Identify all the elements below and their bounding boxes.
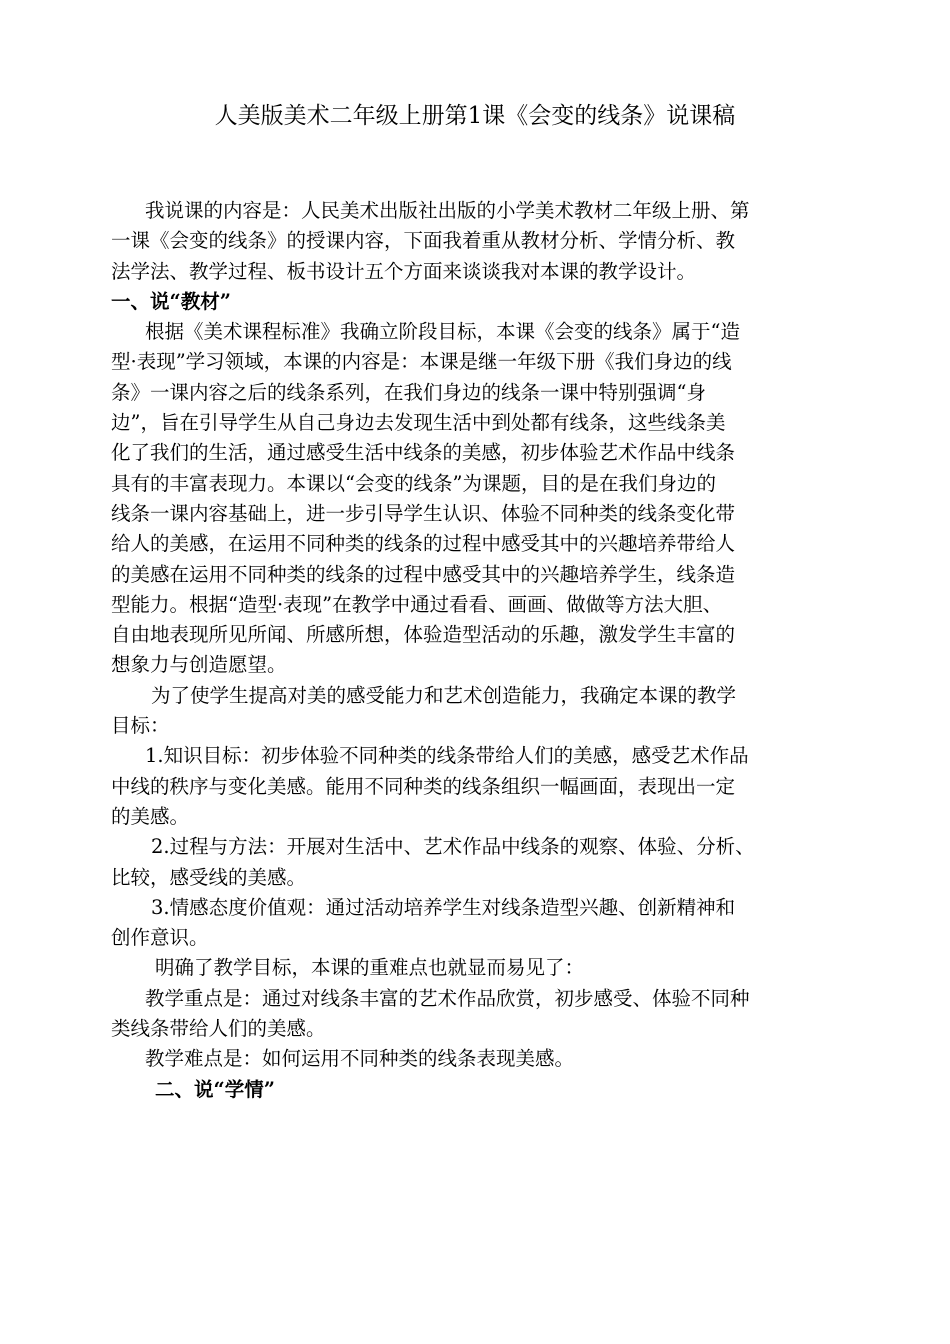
paragraph-line: 教学重点是：通过对线条丰富的艺术作品欣赏，初步感受、体验不同种 — [145, 986, 750, 1010]
paragraph-line: 1.知识目标：初步体验不同种类的线条带给人们的美感，感受艺术作品 — [145, 744, 749, 768]
paragraph-line: 边”，旨在引导学生从自己身边去发现生活中到处都有线条，这些线条美 — [111, 411, 726, 435]
document-body — [111, 196, 851, 1105]
paragraph-line: 法学法、教学过程、板书设计五个方面来谈谈我对本课的教学设计。 — [111, 259, 697, 283]
document-title: 人美版美术二年级上册第1课《会变的线条》说课稿 — [214, 103, 736, 129]
paragraph-line: 一课《会变的线条》的授课内容，下面我着重从教材分析、学情分析、教 — [111, 229, 736, 253]
paragraph-line: 2.过程与方法：开展对生活中、艺术作品中线条的观察、体验、分析、 — [151, 835, 755, 859]
section-heading: 二、说“学情” — [155, 1077, 275, 1101]
paragraph-line: 化了我们的生活，通过感受生活中线条的美感，初步体验艺术作品中线条 — [111, 441, 736, 465]
paragraph-line: 中线的秩序与变化美感。能用不同种类的线条组织一幅画面，表现出一定 — [111, 774, 736, 798]
paragraph-line: 的美感。 — [111, 804, 190, 828]
paragraph-line: 为了使学生提高对美的感受能力和艺术创造能力，我确定本课的教学 — [151, 683, 737, 707]
paragraph-line: 类线条带给人们的美感。 — [111, 1017, 326, 1041]
paragraph-line: 创作意识。 — [111, 926, 209, 950]
paragraph-line: 具有的丰富表现力。本课以“会变的线条”为课题，目的是在我们身边的 — [111, 471, 716, 495]
paragraph-line: 比较，感受线的美感。 — [111, 865, 307, 889]
section-heading: 一、说“教材” — [111, 289, 231, 313]
paragraph-line: 的美感在运用不同种类的线条的过程中感受其中的兴趣培养学生，线条造 — [111, 562, 736, 586]
paragraph-line: 根据《美术课程标准》我确立阶段目标，本课《会变的线条》属于“造 — [145, 320, 740, 344]
paragraph-line: 我说课的内容是：人民美术出版社出版的小学美术教材二年级上册、第 — [145, 199, 750, 222]
paragraph-line: 型能力。根据“造型·表现”在教学中通过看看、画画、做做等方法大胆、 — [111, 592, 723, 616]
paragraph-line: 3.情感态度价值观：通过活动培养学生对线条造型兴趣、创新精神和 — [151, 895, 736, 919]
paragraph-line: 想象力与创造愿望。 — [111, 653, 287, 677]
paragraph-line: 自由地表现所见所闻、所感所想，体验造型活动的乐趣，激发学生丰富的 — [111, 623, 736, 647]
paragraph-line: 给人的美感，在运用不同种类的线条的过程中感受其中的兴趣培养带给人 — [111, 532, 736, 556]
paragraph-line: 线条一课内容基础上，进一步引导学生认识、体验不同种类的线条变化带 — [111, 501, 736, 525]
paragraph-line: 教学难点是：如何运用不同种类的线条表现美感。 — [145, 1047, 575, 1071]
paragraph-line: 目标： — [111, 714, 170, 738]
paragraph-line: 型·表现”学习领域，本课的内容是：本课是继一年级下册《我们身边的线 — [111, 350, 732, 374]
paragraph-line: 明确了教学目标，本课的重难点也就显而易见了： — [155, 956, 585, 980]
paragraph-line: 条》一课内容之后的线条系列，在我们身边的线条一课中特别强调“身 — [111, 380, 706, 404]
